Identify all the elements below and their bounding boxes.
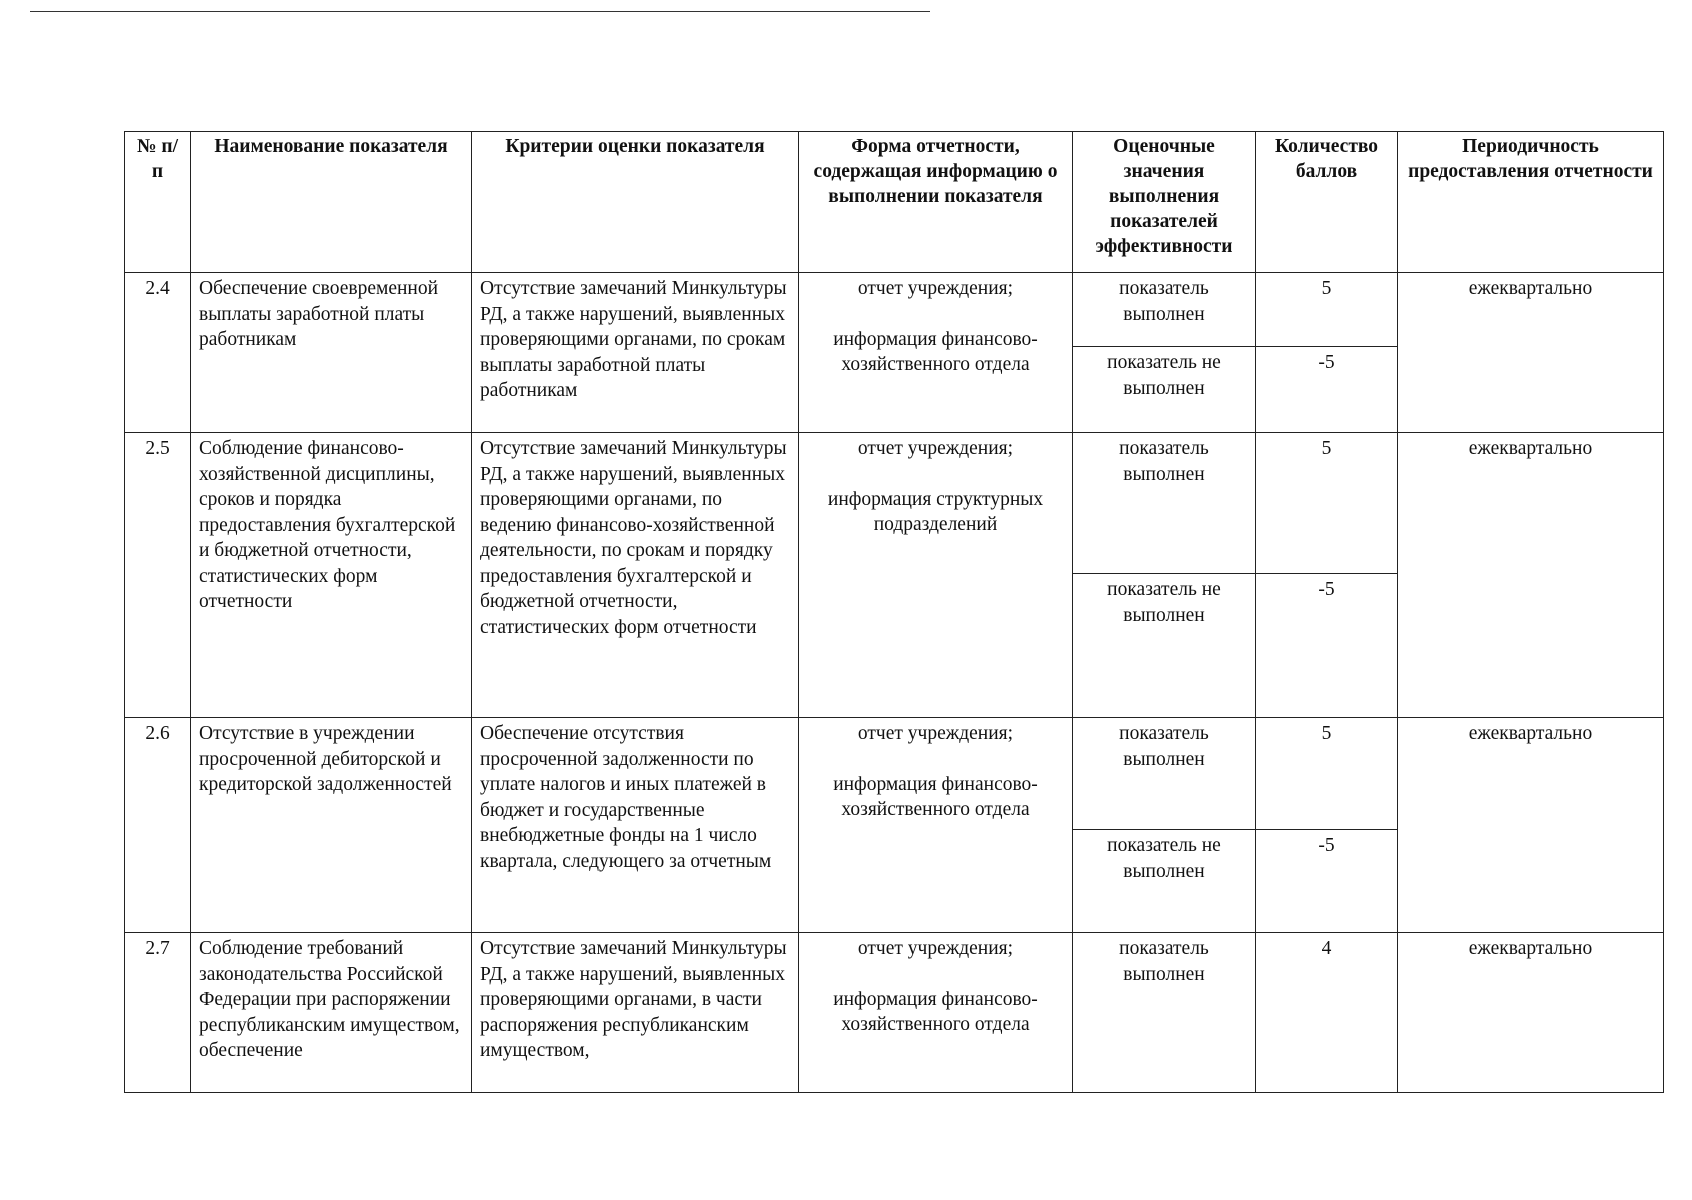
report-form-line1: отчет учреждения; <box>857 938 1014 959</box>
report-form <box>799 273 1073 433</box>
points-met: 5 <box>1256 273 1398 347</box>
report-form-line1: отчет учреждения; <box>857 278 1014 299</box>
report-form <box>799 433 1073 718</box>
indicator-criteria: Обеспечение отсутствия просроченной задолженности по уплате налогов и иных платежей в бюджет и государственные внебюджетные фонды на 1 число квартала, следующего за отчетным <box>472 718 799 933</box>
report-form-line1: отчет учреждения; <box>857 438 1014 459</box>
header-form: Форма отчетности, содержащая информацию о выполнении показателя <box>799 132 1073 273</box>
value-met: показатель выполнен <box>1073 718 1256 830</box>
table-row <box>125 718 1664 830</box>
header-points: Количество баллов <box>1256 132 1398 273</box>
points-met: 5 <box>1256 718 1398 830</box>
value-met: показатель выполнен <box>1073 273 1256 347</box>
indicators-table <box>124 131 1664 1093</box>
report-form <box>799 933 1073 1093</box>
reporting-period: ежеквартально <box>1398 933 1664 1093</box>
points-met: 5 <box>1256 433 1398 574</box>
value-not-met: показатель не выполнен <box>1073 574 1256 718</box>
reporting-period: ежеквартально <box>1398 433 1664 718</box>
points-met: 4 <box>1256 933 1398 1093</box>
row-number: 2.4 <box>125 273 191 433</box>
value-not-met: показатель не выполнен <box>1073 347 1256 433</box>
reporting-period: ежеквартально <box>1398 718 1664 933</box>
header-criteria: Критерии оценки показателя <box>472 132 799 273</box>
points-not-met: -5 <box>1256 830 1398 933</box>
indicator-criteria: Отсутствие замечаний Минкультуры РД, а также нарушений, выявленных проверяющими органами, в части распоряжения республиканским имуществом, <box>472 933 799 1093</box>
value-met: показатель выполнен <box>1073 933 1256 1093</box>
points-not-met: -5 <box>1256 574 1398 718</box>
indicator-name: Соблюдение финансово-хозяйственной дисциплины, сроков и порядка предоставления бухгалтерской и бюджетной отчетности, статистических форм отчетности <box>191 433 472 718</box>
top-rule <box>30 11 930 12</box>
indicator-name: Отсутствие в учреждении просроченной дебиторской и кредиторской задолженностей <box>191 718 472 933</box>
header-row <box>125 132 1664 273</box>
value-met: показатель выполнен <box>1073 433 1256 574</box>
report-form-line2: информация финансово-хозяйственного отдела <box>833 773 1038 820</box>
report-form-line2: информация финансово-хозяйственного отдела <box>833 328 1038 375</box>
header-num: № п/п <box>125 132 191 273</box>
report-form <box>799 718 1073 933</box>
indicator-name: Обеспечение своевременной выплаты заработной платы работникам <box>191 273 472 433</box>
indicator-criteria: Отсутствие замечаний Минкультуры РД, а также нарушений, выявленных проверяющими органами, по ведению финансово-хозяйственной деятельности, по срокам и порядку предоставления бухгалтерской и бюджетной отчетности, статистических форм отчетности <box>472 433 799 718</box>
indicator-criteria: Отсутствие замечаний Минкультуры РД, а также нарушений, выявленных проверяющими органами, по срокам выплаты заработной платы работникам <box>472 273 799 433</box>
reporting-period: ежеквартально <box>1398 273 1664 433</box>
header-name: Наименование показателя <box>191 132 472 273</box>
row-number: 2.7 <box>125 933 191 1093</box>
header-period: Периодичность предоставления отчетности <box>1398 132 1664 273</box>
table-row <box>125 433 1664 574</box>
indicator-name: Соблюдение требований законодательства Российской Федерации при распоряжении республиканским имуществом, обеспечение <box>191 933 472 1093</box>
points-not-met: -5 <box>1256 347 1398 433</box>
header-values: Оценочные значения выполнения показателей эффективности <box>1073 132 1256 273</box>
table-row <box>125 273 1664 347</box>
report-form-line2: информация структурных подразделений <box>827 488 1044 535</box>
report-form-line1: отчет учреждения; <box>857 723 1014 744</box>
row-number: 2.5 <box>125 433 191 718</box>
table-row <box>125 933 1664 1093</box>
report-form-line2: информация финансово-хозяйственного отдела <box>833 988 1038 1035</box>
row-number: 2.6 <box>125 718 191 933</box>
value-not-met: показатель не выполнен <box>1073 830 1256 933</box>
